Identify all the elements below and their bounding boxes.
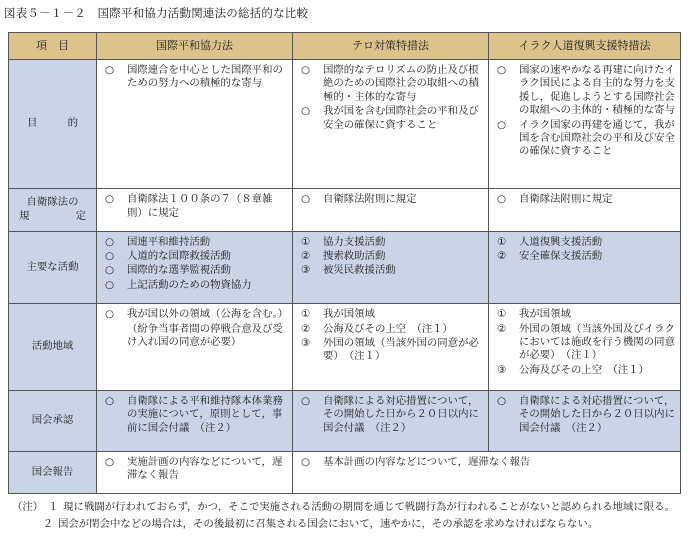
cell-purpose-anti-terror [293, 60, 489, 189]
footnote-text: 国会が閉会中などの場合は，その後最初に召集される国会において，速やかに，その承認を求めなければならない。 [58, 518, 599, 530]
bullet: ② [301, 322, 311, 335]
list-item [101, 264, 288, 277]
item-text: 我が国領域 [323, 308, 375, 321]
footnote-number: １ [47, 501, 59, 513]
area-condition-note: （紛争当事者間の停戦合意及び受け入れ国の同意が必要） [127, 322, 283, 349]
bullet: ○ [105, 64, 115, 76]
row-label-part: 目 [27, 117, 38, 130]
item-text: 自衛隊法１００条の７（８章雑則）に規定 [127, 193, 273, 219]
item-text: 自衛隊法附則に規定 [323, 193, 417, 206]
bullet: ○ [497, 193, 507, 206]
bullet: ○ [105, 193, 115, 206]
bullet: ○ [105, 455, 115, 468]
list-item [101, 193, 288, 220]
list-item [493, 236, 676, 249]
list-item [297, 308, 484, 321]
table-row-purpose [9, 60, 681, 189]
list-item [297, 337, 484, 364]
table-row-sdf-law [9, 189, 681, 231]
bullet: ○ [105, 264, 115, 277]
cell-approval-anti-terror [293, 391, 489, 452]
cell-approval-pko [97, 391, 293, 452]
row-label-part: 定 [75, 209, 86, 222]
bullet: ○ [105, 308, 115, 321]
cell-sdf-law-iraq [489, 189, 681, 231]
item-text: 自衛隊による対応措置について，その開始した日から２０日以内に国会付議 （注２） [519, 395, 675, 434]
list-item [101, 236, 288, 249]
header-pko-law: 国際平和協力法 [97, 33, 293, 60]
cell-activities-pko [97, 231, 293, 304]
item-text: 我が国以外の領域（公海を含む。） [127, 308, 289, 321]
header-iraq-law: イラク人道復興支援特措法 [489, 33, 681, 60]
item-text: 上記活動のための物資協力 [127, 278, 252, 291]
table-row-main-activities [9, 231, 681, 304]
bullet: ○ [497, 64, 507, 76]
item-text: 被災民救援活動 [323, 264, 396, 277]
figure-title: 図表５－１－２ 国際平和協力活動関連法の総括的な比較 [4, 6, 309, 20]
row-label-part: 自衛隊法の [26, 196, 79, 209]
footnote-1 [12, 499, 680, 516]
cell-purpose-iraq [489, 60, 681, 189]
item-text: 自衛隊による平和維持隊本体業務の実施について，原則として，事前に国会付議 （注２） [127, 395, 283, 434]
bullet: ② [301, 249, 311, 262]
list-item [493, 119, 676, 159]
footnotes [12, 499, 680, 533]
row-label-main-activities: 主要な活動 [9, 231, 97, 304]
cell-activities-anti-terror [293, 231, 489, 304]
cell-area-anti-terror [293, 304, 489, 391]
row-label-sdf-law [9, 189, 97, 231]
cell-sdf-law-anti-terror [293, 189, 489, 231]
cell-report-anti-terror-iraq [293, 451, 681, 493]
item-text: 我が国を含む国際社会の平和及び安全の確保に資すること [323, 105, 479, 131]
item-text: 協力支援活動 [323, 235, 386, 248]
item-text: 国連平和維持活動 [127, 235, 211, 248]
row-label-part: 的 [67, 117, 78, 130]
table-header-row [9, 33, 681, 60]
bullet: ○ [301, 455, 311, 468]
bullet: ② [497, 322, 507, 335]
item-text: 実施計画の内容などについて，遅滞なく報告 [127, 455, 283, 481]
row-label-area: 活動地域 [9, 304, 97, 391]
item-text: 公海及びその上空 （注１） [323, 322, 453, 335]
comparison-table [8, 32, 681, 494]
list-item [297, 323, 484, 336]
list-item [101, 308, 288, 321]
list-item [493, 193, 676, 206]
bullet: ① [497, 235, 507, 248]
item-text: 国際的なテロリズムの防止及び根絶のための国際社会の取組への積極的・主体的な寄与 [323, 64, 479, 103]
list-item [297, 105, 484, 132]
cell-area-pko [97, 304, 293, 391]
bullet: ③ [301, 337, 311, 350]
row-label-purpose [9, 60, 97, 189]
item-text: 国際的な選挙監視活動 [127, 264, 231, 277]
list-item [493, 250, 676, 263]
item-text: 人道的な国際救援活動 [127, 249, 231, 262]
list-item [297, 250, 484, 263]
list-item [101, 250, 288, 263]
bullet: ○ [105, 249, 115, 262]
item-text: 安全確保支援活動 [519, 249, 603, 262]
list-item [297, 64, 484, 104]
list-item [101, 395, 288, 435]
bullet: ③ [497, 363, 507, 376]
list-item [493, 64, 676, 118]
cell-report-pko [97, 451, 293, 493]
item-text: 人道復興支援活動 [519, 235, 603, 248]
footnote-2 [12, 516, 680, 533]
table-row-diet-approval [9, 391, 681, 452]
footnote-mark-spacer [12, 516, 38, 533]
list-item [297, 264, 484, 277]
bullet: ② [497, 249, 507, 262]
footnote-text: 現に戦闘が行われておらず，かつ，そこで実施される活動の期間を通じて戦闘行為が行われることがないと認められる地域に限る。 [63, 501, 675, 513]
item-text: 我が国領域 [519, 308, 571, 321]
item-text: 捜索救助活動 [323, 249, 386, 262]
item-text: イラク国家の再建を通じて，我が国を含む国際社会の平和及び安全の確保に資すること [519, 118, 675, 158]
cell-activities-iraq [489, 231, 681, 304]
bullet: ① [301, 235, 311, 248]
header-anti-terror-law: テロ対策特措法 [293, 33, 489, 60]
list-item [493, 323, 676, 363]
table-row-area [9, 304, 681, 391]
bullet: ○ [301, 193, 311, 206]
cell-area-iraq [489, 304, 681, 391]
list-item [493, 364, 676, 377]
footnote-mark: （注） [12, 501, 44, 513]
bullet: ○ [105, 278, 115, 291]
list-item [297, 395, 484, 435]
row-label-diet-approval: 国会承認 [9, 391, 97, 452]
bullet: ○ [301, 395, 311, 408]
list-item [297, 193, 484, 206]
bullet: ① [301, 308, 311, 321]
item-text: 公海及びその上空 （注１） [519, 363, 649, 376]
footnote-number: ２ [42, 518, 54, 530]
header-item: 項 目 [9, 33, 97, 60]
bullet: ○ [497, 118, 507, 131]
list-item [297, 236, 484, 249]
cell-approval-iraq [489, 391, 681, 452]
item-text: 外国の領域（当該外国及びイラクにおいては施政を行う機関の同意が必要） （注１） [519, 322, 675, 362]
row-label-part: 規 [19, 209, 30, 222]
item-text: 外国の領域（当該外国の同意が必要） （注１） [323, 337, 479, 363]
row-label-diet-report: 国会報告 [9, 451, 97, 493]
list-item [297, 456, 676, 469]
bullet: ○ [497, 395, 507, 408]
item-text: 国家の速やかなる再建に向けたイラク国民による自主的な努力を支援し，促進しようとする国際社会の取組への主体的・積極的な寄与 [519, 64, 675, 117]
item-text: 自衛隊による対応措置について，その開始した日から２０日以内に国会付議 （注２） [323, 395, 479, 434]
item-text: 自衛隊法附則に規定 [519, 193, 613, 206]
list-item [493, 308, 676, 321]
list-item [101, 456, 288, 483]
item-text: 国際連合を中心とした国際平和のための努力への積極的な寄与 [127, 64, 283, 90]
bullet: ③ [301, 264, 311, 277]
list-item [493, 395, 676, 435]
item-text: 基本計画の内容などについて，遅滞なく報告 [323, 455, 531, 468]
bullet: ○ [301, 64, 311, 76]
list-item [101, 64, 288, 91]
bullet: ① [497, 308, 507, 321]
cell-sdf-law-pko [97, 189, 293, 231]
table-row-diet-report [9, 451, 681, 493]
bullet: ○ [301, 105, 311, 118]
list-item [101, 279, 288, 292]
bullet: ○ [105, 395, 115, 408]
cell-purpose-pko [97, 60, 293, 189]
bullet: ○ [105, 235, 115, 248]
